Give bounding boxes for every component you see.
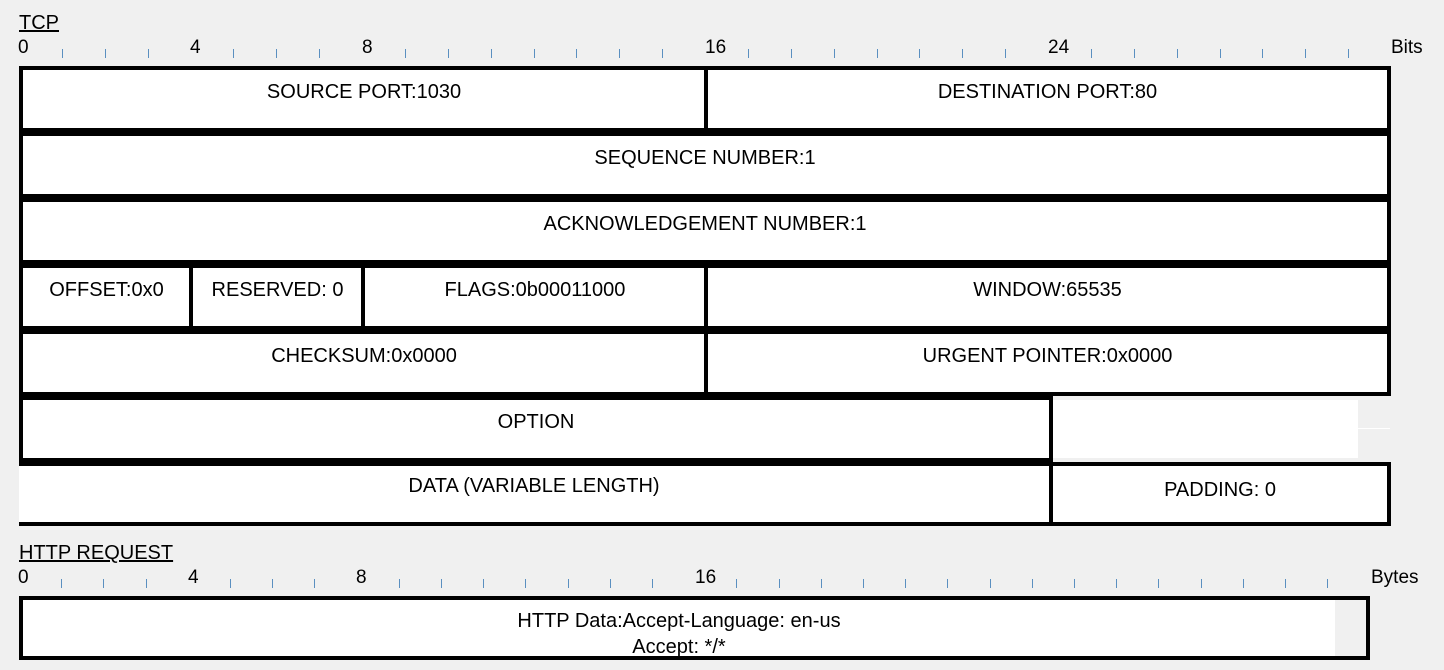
scale-tick: [103, 579, 104, 588]
scale-tick: [1158, 579, 1159, 588]
window-field: WINDOW:65535: [704, 264, 1391, 330]
scale-tick: [652, 579, 653, 588]
scale-tick: [1305, 49, 1306, 58]
urgent-pointer-field: URGENT POINTER:0x0000: [704, 330, 1391, 396]
source-port-field: SOURCE PORT:1030: [19, 66, 709, 132]
scale-tick: [1348, 49, 1349, 58]
tcp-scale-label-0: 0: [18, 37, 29, 58]
scale-tick: [821, 579, 822, 588]
scale-tick: [662, 49, 663, 58]
scale-tick: [441, 579, 442, 588]
scale-tick: [791, 49, 792, 58]
scale-tick: [576, 49, 577, 58]
offset-field: OFFSET:0x0: [19, 264, 194, 330]
scale-tick: [146, 579, 147, 588]
http-data-box: [19, 596, 1370, 660]
http-data-field: [23, 600, 1335, 656]
ack-number-field: ACKNOWLEDGEMENT NUMBER:1: [19, 198, 1391, 264]
scale-tick: [990, 579, 991, 588]
scale-tick: [610, 579, 611, 588]
scale-tick: [1177, 49, 1178, 58]
http-scale-label-0: 0: [18, 567, 29, 588]
tcp-scale-label-8: 8: [362, 37, 373, 58]
scale-tick: [1091, 49, 1092, 58]
scale-tick: [525, 579, 526, 588]
flags-field: FLAGS:0b00011000: [361, 264, 709, 330]
scale-tick: [405, 49, 406, 58]
http-scale-label-16: 16: [695, 567, 717, 588]
destination-port-field: DESTINATION PORT:80: [704, 66, 1391, 132]
scale-tick: [314, 579, 315, 588]
scale-tick: [148, 49, 149, 58]
padding-field: PADDING: 0: [1049, 462, 1391, 526]
http-scale-label-4: 4: [188, 567, 199, 588]
tcp-section-title: TCP: [19, 12, 59, 34]
scale-tick: [491, 49, 492, 58]
option-blank-field: [1053, 400, 1358, 458]
scale-tick: [863, 579, 864, 588]
http-scale-unit: Bytes: [1371, 567, 1419, 588]
reserved-field: RESERVED: 0: [189, 264, 366, 330]
scale-tick: [1243, 579, 1244, 588]
scale-tick: [534, 49, 535, 58]
scale-tick: [736, 579, 737, 588]
scale-tick: [962, 49, 963, 58]
scale-tick: [1327, 579, 1328, 588]
tcp-scale-unit: Bits: [1391, 37, 1423, 58]
scale-tick: [1201, 579, 1202, 588]
scale-tick: [619, 49, 620, 58]
scale-tick: [1134, 49, 1135, 58]
http-scale-label-8: 8: [356, 567, 367, 588]
tcp-scale-label-24: 24: [1048, 37, 1070, 58]
option-edge-line: [1358, 428, 1390, 429]
scale-tick: [905, 579, 906, 588]
scale-tick: [1116, 579, 1117, 588]
scale-tick: [62, 49, 63, 58]
scale-tick: [834, 49, 835, 58]
data-row-bottom-border: [19, 522, 1053, 526]
http-byte-scale: [0, 566, 1444, 592]
http-section-title: HTTP REQUEST: [19, 542, 174, 564]
http-data-line-2: Accept: */*: [632, 636, 726, 658]
scale-tick: [1074, 579, 1075, 588]
sequence-number-field: SEQUENCE NUMBER:1: [19, 132, 1391, 198]
scale-tick: [1220, 49, 1221, 58]
scale-tick: [919, 49, 920, 58]
checksum-field: CHECKSUM:0x0000: [19, 330, 709, 396]
scale-tick: [1005, 49, 1006, 58]
scale-tick: [105, 49, 106, 58]
data-field: DATA (VARIABLE LENGTH): [19, 466, 1049, 522]
tcp-scale-label-16: 16: [705, 37, 727, 58]
scale-tick: [568, 579, 569, 588]
scale-tick: [1262, 49, 1263, 58]
scale-tick: [448, 49, 449, 58]
scale-tick: [233, 49, 234, 58]
scale-tick: [61, 579, 62, 588]
scale-tick: [748, 49, 749, 58]
option-field: OPTION: [19, 396, 1053, 462]
scale-tick: [276, 49, 277, 58]
scale-tick: [483, 579, 484, 588]
tcp-bit-scale: [0, 36, 1444, 62]
scale-tick: [779, 579, 780, 588]
http-data-line-1: HTTP Data:Accept-Language: en-us: [517, 610, 841, 632]
scale-tick: [1032, 579, 1033, 588]
scale-tick: [272, 579, 273, 588]
scale-tick: [877, 49, 878, 58]
scale-tick: [1285, 579, 1286, 588]
scale-tick: [399, 579, 400, 588]
scale-tick: [947, 579, 948, 588]
scale-tick: [230, 579, 231, 588]
scale-tick: [319, 49, 320, 58]
tcp-scale-label-4: 4: [190, 37, 201, 58]
